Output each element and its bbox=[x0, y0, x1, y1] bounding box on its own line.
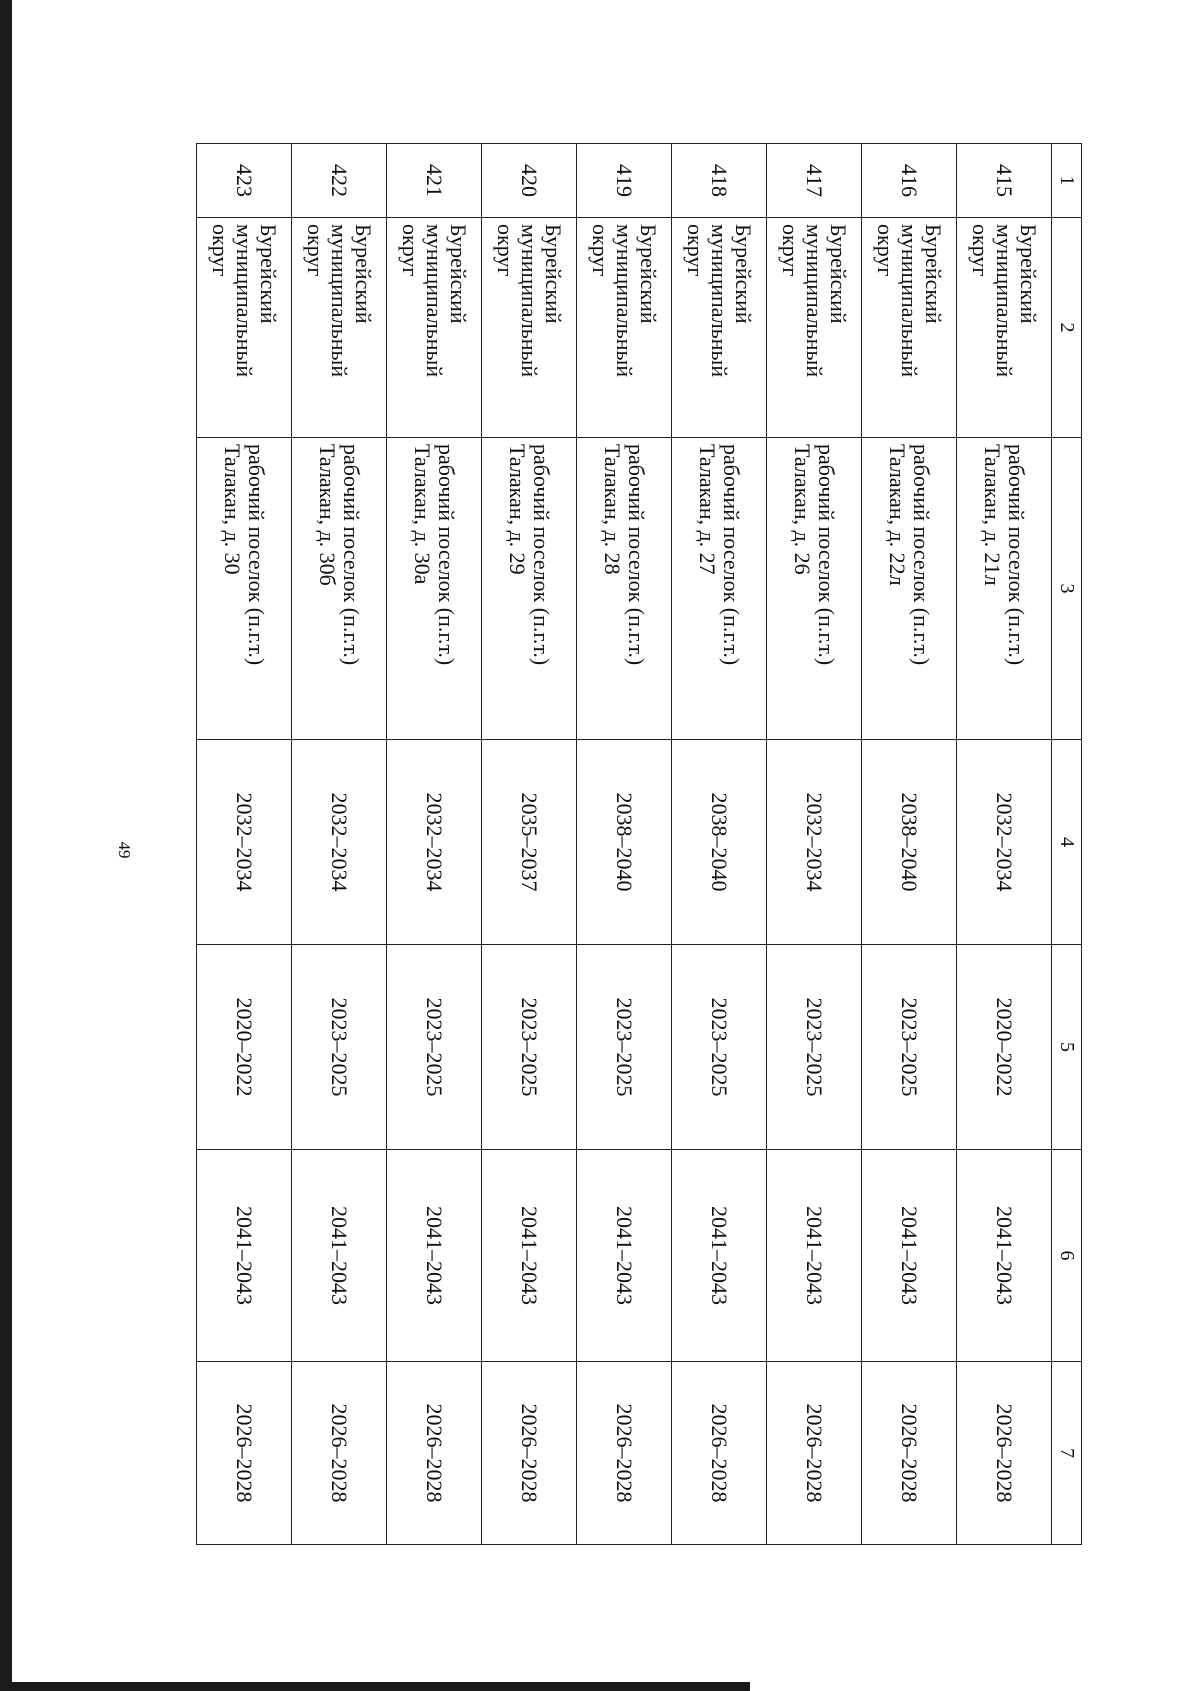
period-column-6-cell: 2041–2043 bbox=[577, 1150, 672, 1362]
scan-edge-bottom bbox=[0, 1682, 750, 1691]
column-header-4: 4 bbox=[1052, 740, 1082, 945]
row-number-cell: 417 bbox=[767, 144, 862, 218]
period-column-5-cell: 2023–2025 bbox=[292, 945, 387, 1150]
address-line-2: Талакан, д. 26 bbox=[790, 444, 815, 575]
period-column-6-cell: 2041–2043 bbox=[387, 1150, 482, 1362]
address-line-1: рабочий поселок (п.г.т.) bbox=[719, 444, 744, 666]
period-column-6-cell: 2041–2043 bbox=[957, 1150, 1052, 1362]
period-column-5-cell: 2020–2022 bbox=[197, 945, 292, 1150]
table-header-row bbox=[1052, 144, 1082, 1545]
address-cell bbox=[957, 438, 1052, 740]
period-column-4-cell: 2038–2040 bbox=[577, 740, 672, 945]
row-number-cell: 423 bbox=[197, 144, 292, 218]
schedule-table bbox=[196, 143, 1082, 1545]
address-line-2: Талакан, д. 22л bbox=[885, 444, 910, 586]
row-number-cell: 420 bbox=[482, 144, 577, 218]
column-header-3: 3 bbox=[1052, 438, 1082, 740]
column-header-1: 1 bbox=[1052, 144, 1082, 218]
column-header-2: 2 bbox=[1052, 218, 1082, 438]
address-line-1: рабочий поселок (п.г.т.) bbox=[434, 444, 459, 666]
table-row bbox=[197, 144, 292, 1545]
address-cell bbox=[767, 438, 862, 740]
table-wrapper bbox=[197, 143, 1082, 1544]
district-cell: Бурейский муниципальный округ bbox=[292, 218, 387, 438]
period-column-5-cell: 2023–2025 bbox=[767, 945, 862, 1150]
column-header-7: 7 bbox=[1052, 1362, 1082, 1545]
district-cell: Бурейский муниципальный округ bbox=[577, 218, 672, 438]
district-cell: Бурейский муниципальный округ bbox=[482, 218, 577, 438]
address-cell bbox=[672, 438, 767, 740]
period-column-6-cell: 2041–2043 bbox=[197, 1150, 292, 1362]
period-column-4-cell: 2038–2040 bbox=[862, 740, 957, 945]
address-line-1: рабочий поселок (п.г.т.) bbox=[624, 444, 649, 666]
period-column-6-cell: 2041–2043 bbox=[767, 1150, 862, 1362]
period-column-4-cell: 2038–2040 bbox=[672, 740, 767, 945]
period-column-4-cell: 2035–2037 bbox=[482, 740, 577, 945]
table-row bbox=[672, 144, 767, 1545]
period-column-7-cell: 2026–2028 bbox=[957, 1362, 1052, 1545]
row-number-cell: 421 bbox=[387, 144, 482, 218]
table-row bbox=[482, 144, 577, 1545]
table-row bbox=[292, 144, 387, 1545]
period-column-6-cell: 2041–2043 bbox=[482, 1150, 577, 1362]
address-line-1: рабочий поселок (п.г.т.) bbox=[529, 444, 554, 666]
district-cell: Бурейский муниципальный округ bbox=[767, 218, 862, 438]
address-line-1: рабочий поселок (п.г.т.) bbox=[339, 444, 364, 666]
period-column-7-cell: 2026–2028 bbox=[577, 1362, 672, 1545]
period-column-7-cell: 2026–2028 bbox=[387, 1362, 482, 1545]
row-number-cell: 422 bbox=[292, 144, 387, 218]
table-row bbox=[387, 144, 482, 1545]
column-header-5: 5 bbox=[1052, 945, 1082, 1150]
table-body bbox=[197, 144, 1052, 1545]
period-column-7-cell: 2026–2028 bbox=[862, 1362, 957, 1545]
page-number: 49 bbox=[115, 841, 134, 859]
district-cell: Бурейский муниципальный округ bbox=[672, 218, 767, 438]
district-cell: Бурейский муниципальный округ bbox=[197, 218, 292, 438]
scan-edge-left bbox=[0, 0, 12, 1691]
row-number-cell: 415 bbox=[957, 144, 1052, 218]
address-line-2: Талакан, д. 30а bbox=[410, 444, 435, 585]
row-number-cell: 419 bbox=[577, 144, 672, 218]
address-line-2: Талакан, д. 21л bbox=[980, 444, 1005, 586]
period-column-7-cell: 2026–2028 bbox=[767, 1362, 862, 1545]
period-column-7-cell: 2026–2028 bbox=[197, 1362, 292, 1545]
row-number-cell: 418 bbox=[672, 144, 767, 218]
table-row bbox=[767, 144, 862, 1545]
period-column-5-cell: 2020–2022 bbox=[957, 945, 1052, 1150]
address-cell bbox=[292, 438, 387, 740]
table-row bbox=[862, 144, 957, 1545]
period-column-7-cell: 2026–2028 bbox=[292, 1362, 387, 1545]
period-column-7-cell: 2026–2028 bbox=[482, 1362, 577, 1545]
address-cell bbox=[862, 438, 957, 740]
period-column-5-cell: 2023–2025 bbox=[387, 945, 482, 1150]
period-column-4-cell: 2032–2034 bbox=[957, 740, 1052, 945]
address-line-1: рабочий поселок (п.г.т.) bbox=[1004, 444, 1029, 666]
address-line-2: Талакан, д. 30б bbox=[315, 444, 340, 586]
address-line-1: рабочий поселок (п.г.т.) bbox=[909, 444, 934, 666]
period-column-4-cell: 2032–2034 bbox=[292, 740, 387, 945]
address-line-2: Талакан, д. 27 bbox=[695, 444, 720, 575]
period-column-4-cell: 2032–2034 bbox=[197, 740, 292, 945]
period-column-5-cell: 2023–2025 bbox=[862, 945, 957, 1150]
district-cell: Бурейский муниципальный округ bbox=[957, 218, 1052, 438]
table-row bbox=[577, 144, 672, 1545]
period-column-6-cell: 2041–2043 bbox=[672, 1150, 767, 1362]
period-column-6-cell: 2041–2043 bbox=[862, 1150, 957, 1362]
address-line-2: Талакан, д. 28 bbox=[600, 444, 625, 575]
table-row bbox=[957, 144, 1052, 1545]
address-line-2: Талакан, д. 29 bbox=[505, 444, 530, 575]
period-column-6-cell: 2041–2043 bbox=[292, 1150, 387, 1362]
period-column-4-cell: 2032–2034 bbox=[767, 740, 862, 945]
address-line-2: Талакан, д. 30 bbox=[220, 444, 245, 575]
address-cell bbox=[197, 438, 292, 740]
period-column-5-cell: 2023–2025 bbox=[482, 945, 577, 1150]
district-cell: Бурейский муниципальный округ bbox=[387, 218, 482, 438]
address-cell bbox=[482, 438, 577, 740]
address-cell bbox=[387, 438, 482, 740]
column-header-6: 6 bbox=[1052, 1150, 1082, 1362]
address-cell bbox=[577, 438, 672, 740]
address-line-1: рабочий поселок (п.г.т.) bbox=[244, 444, 269, 666]
period-column-4-cell: 2032–2034 bbox=[387, 740, 482, 945]
period-column-5-cell: 2023–2025 bbox=[577, 945, 672, 1150]
period-column-7-cell: 2026–2028 bbox=[672, 1362, 767, 1545]
period-column-5-cell: 2023–2025 bbox=[672, 945, 767, 1150]
row-number-cell: 416 bbox=[862, 144, 957, 218]
address-line-1: рабочий поселок (п.г.т.) bbox=[814, 444, 839, 666]
district-cell: Бурейский муниципальный округ bbox=[862, 218, 957, 438]
